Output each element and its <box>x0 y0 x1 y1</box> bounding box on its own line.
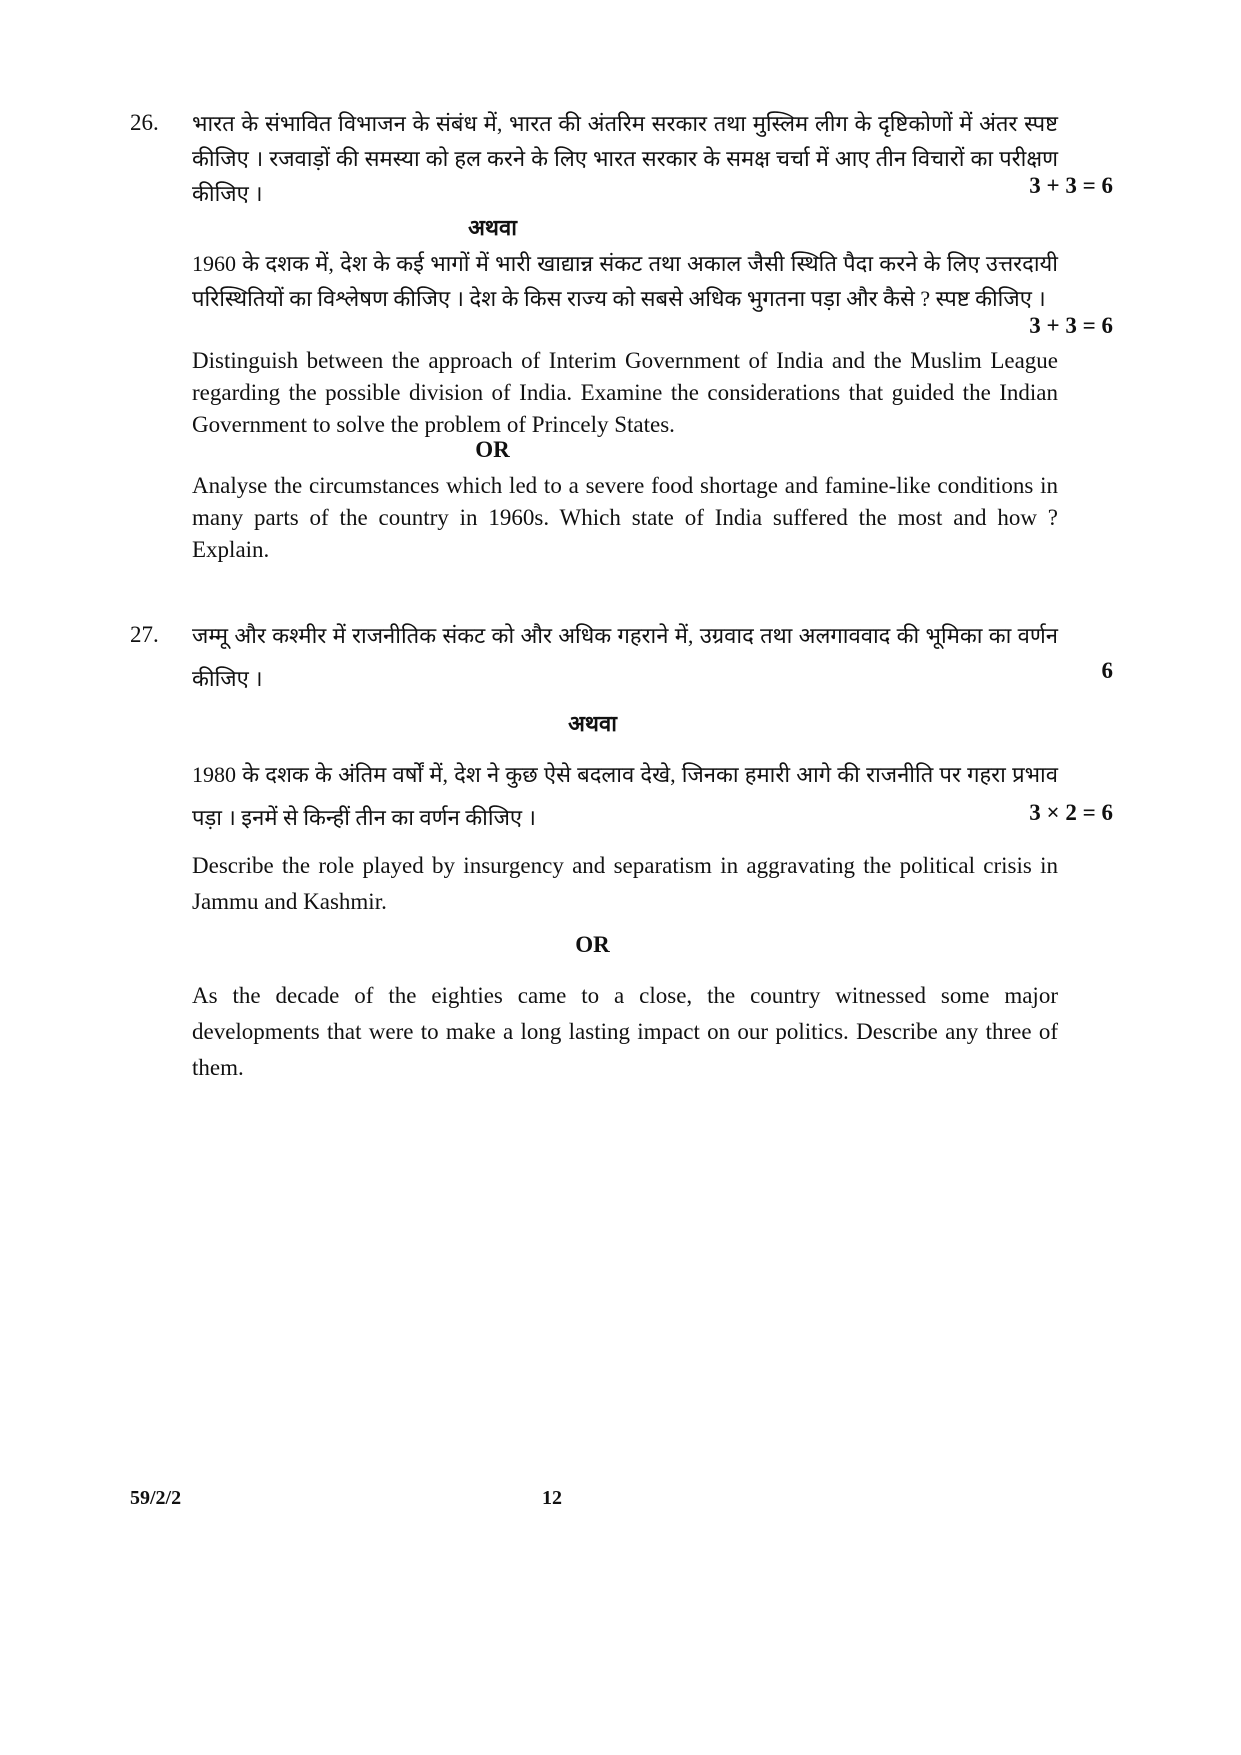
q26-hindi-or: अथवा <box>468 215 517 240</box>
question-number-27: 27. <box>130 622 159 647</box>
q26-marks-alt: 3 + 3 = 6 <box>1029 313 1113 338</box>
q26-hindi-alt-text: 1960 के दशक में, देश के कई भागों में भारी खाद्यान्न संकट तथा अकाल जैसी स्थिति पैदा करने के लिए उत्तरदायी परिस्थितियों का विश्लेषण कीजिए । देश के किस राज्य को सबसे अधिक भुगतना पड़ा और कैसे ? स्पष्ट कीजिए । <box>192 251 1058 311</box>
q27-english-main-text: Describe the role played by insurgency and separatism in aggravating the political crisis in Jammu and Kashmir. <box>192 853 1058 914</box>
page-number: 12 <box>542 1487 562 1509</box>
q26-english-main-text: Distinguish between the approach of Interim Government of India and the Muslim League regarding the possible division of India. Examine the considerations that guided the Indian Government to solve the problem of Princely States. <box>192 348 1058 437</box>
q27-english-or: OR <box>575 932 610 957</box>
q27-hindi-main <box>192 614 1058 700</box>
q27-hindi-or: अथवा <box>568 711 617 736</box>
q27-hindi-main-text: जम्मू और कश्मीर में राजनीतिक संकट को और अधिक गहराने में, उग्रवाद तथा अलगाववाद की भूमिका का वर्णन कीजिए । <box>192 623 1058 691</box>
q27-marks-alt: 3 × 2 = 6 <box>1029 800 1113 825</box>
q27-english-alt-text: As the decade of the eighties came to a close, the country witnessed some major developments that were to make a long lasting impact on our politics. Describe any three of them. <box>192 983 1058 1080</box>
q26-hindi-alt <box>192 246 1058 316</box>
q27-english-main <box>192 848 1058 920</box>
q26-english-alt-text: Analyse the circumstances which led to a severe food shortage and famine-like conditions in many parts of the country in 1960s. Which state of India suffered the most and how ? Explain. <box>192 473 1058 562</box>
q27-english-alt <box>192 978 1058 1086</box>
paper-code: 59/2/2 <box>130 1487 182 1509</box>
q26-english-or: OR <box>475 437 510 462</box>
q26-english-main <box>192 345 1058 441</box>
q26-marks-main: 3 + 3 = 6 <box>1029 173 1113 198</box>
q26-hindi-main-text: भारत के संभावित विभाजन के संबंध में, भारत की अंतरिम सरकार तथा मुस्लिम लीग के दृष्टिकोणों में अंतर स्पष्ट कीजिए । रजवाड़ों की समस्या को हल करने के लिए भारत सरकार के समक्ष चर्चा में आए तीन विचारों का परीक्षण कीजिए । <box>192 111 1058 206</box>
question-number-26: 26. <box>130 110 159 135</box>
q26-english-alt <box>192 470 1058 566</box>
q27-hindi-alt <box>192 753 1058 839</box>
q27-marks-main: 6 <box>1101 658 1113 683</box>
q27-hindi-alt-text: 1980 के दशक के अंतिम वर्षों में, देश ने कुछ ऐसे बदलाव देखे, जिनका हमारी आगे की राजनीति पर गहरा प्रभाव पड़ा । इनमें से किन्हीं तीन का वर्णन कीजिए । <box>192 762 1058 830</box>
q26-hindi-main <box>192 106 1058 211</box>
